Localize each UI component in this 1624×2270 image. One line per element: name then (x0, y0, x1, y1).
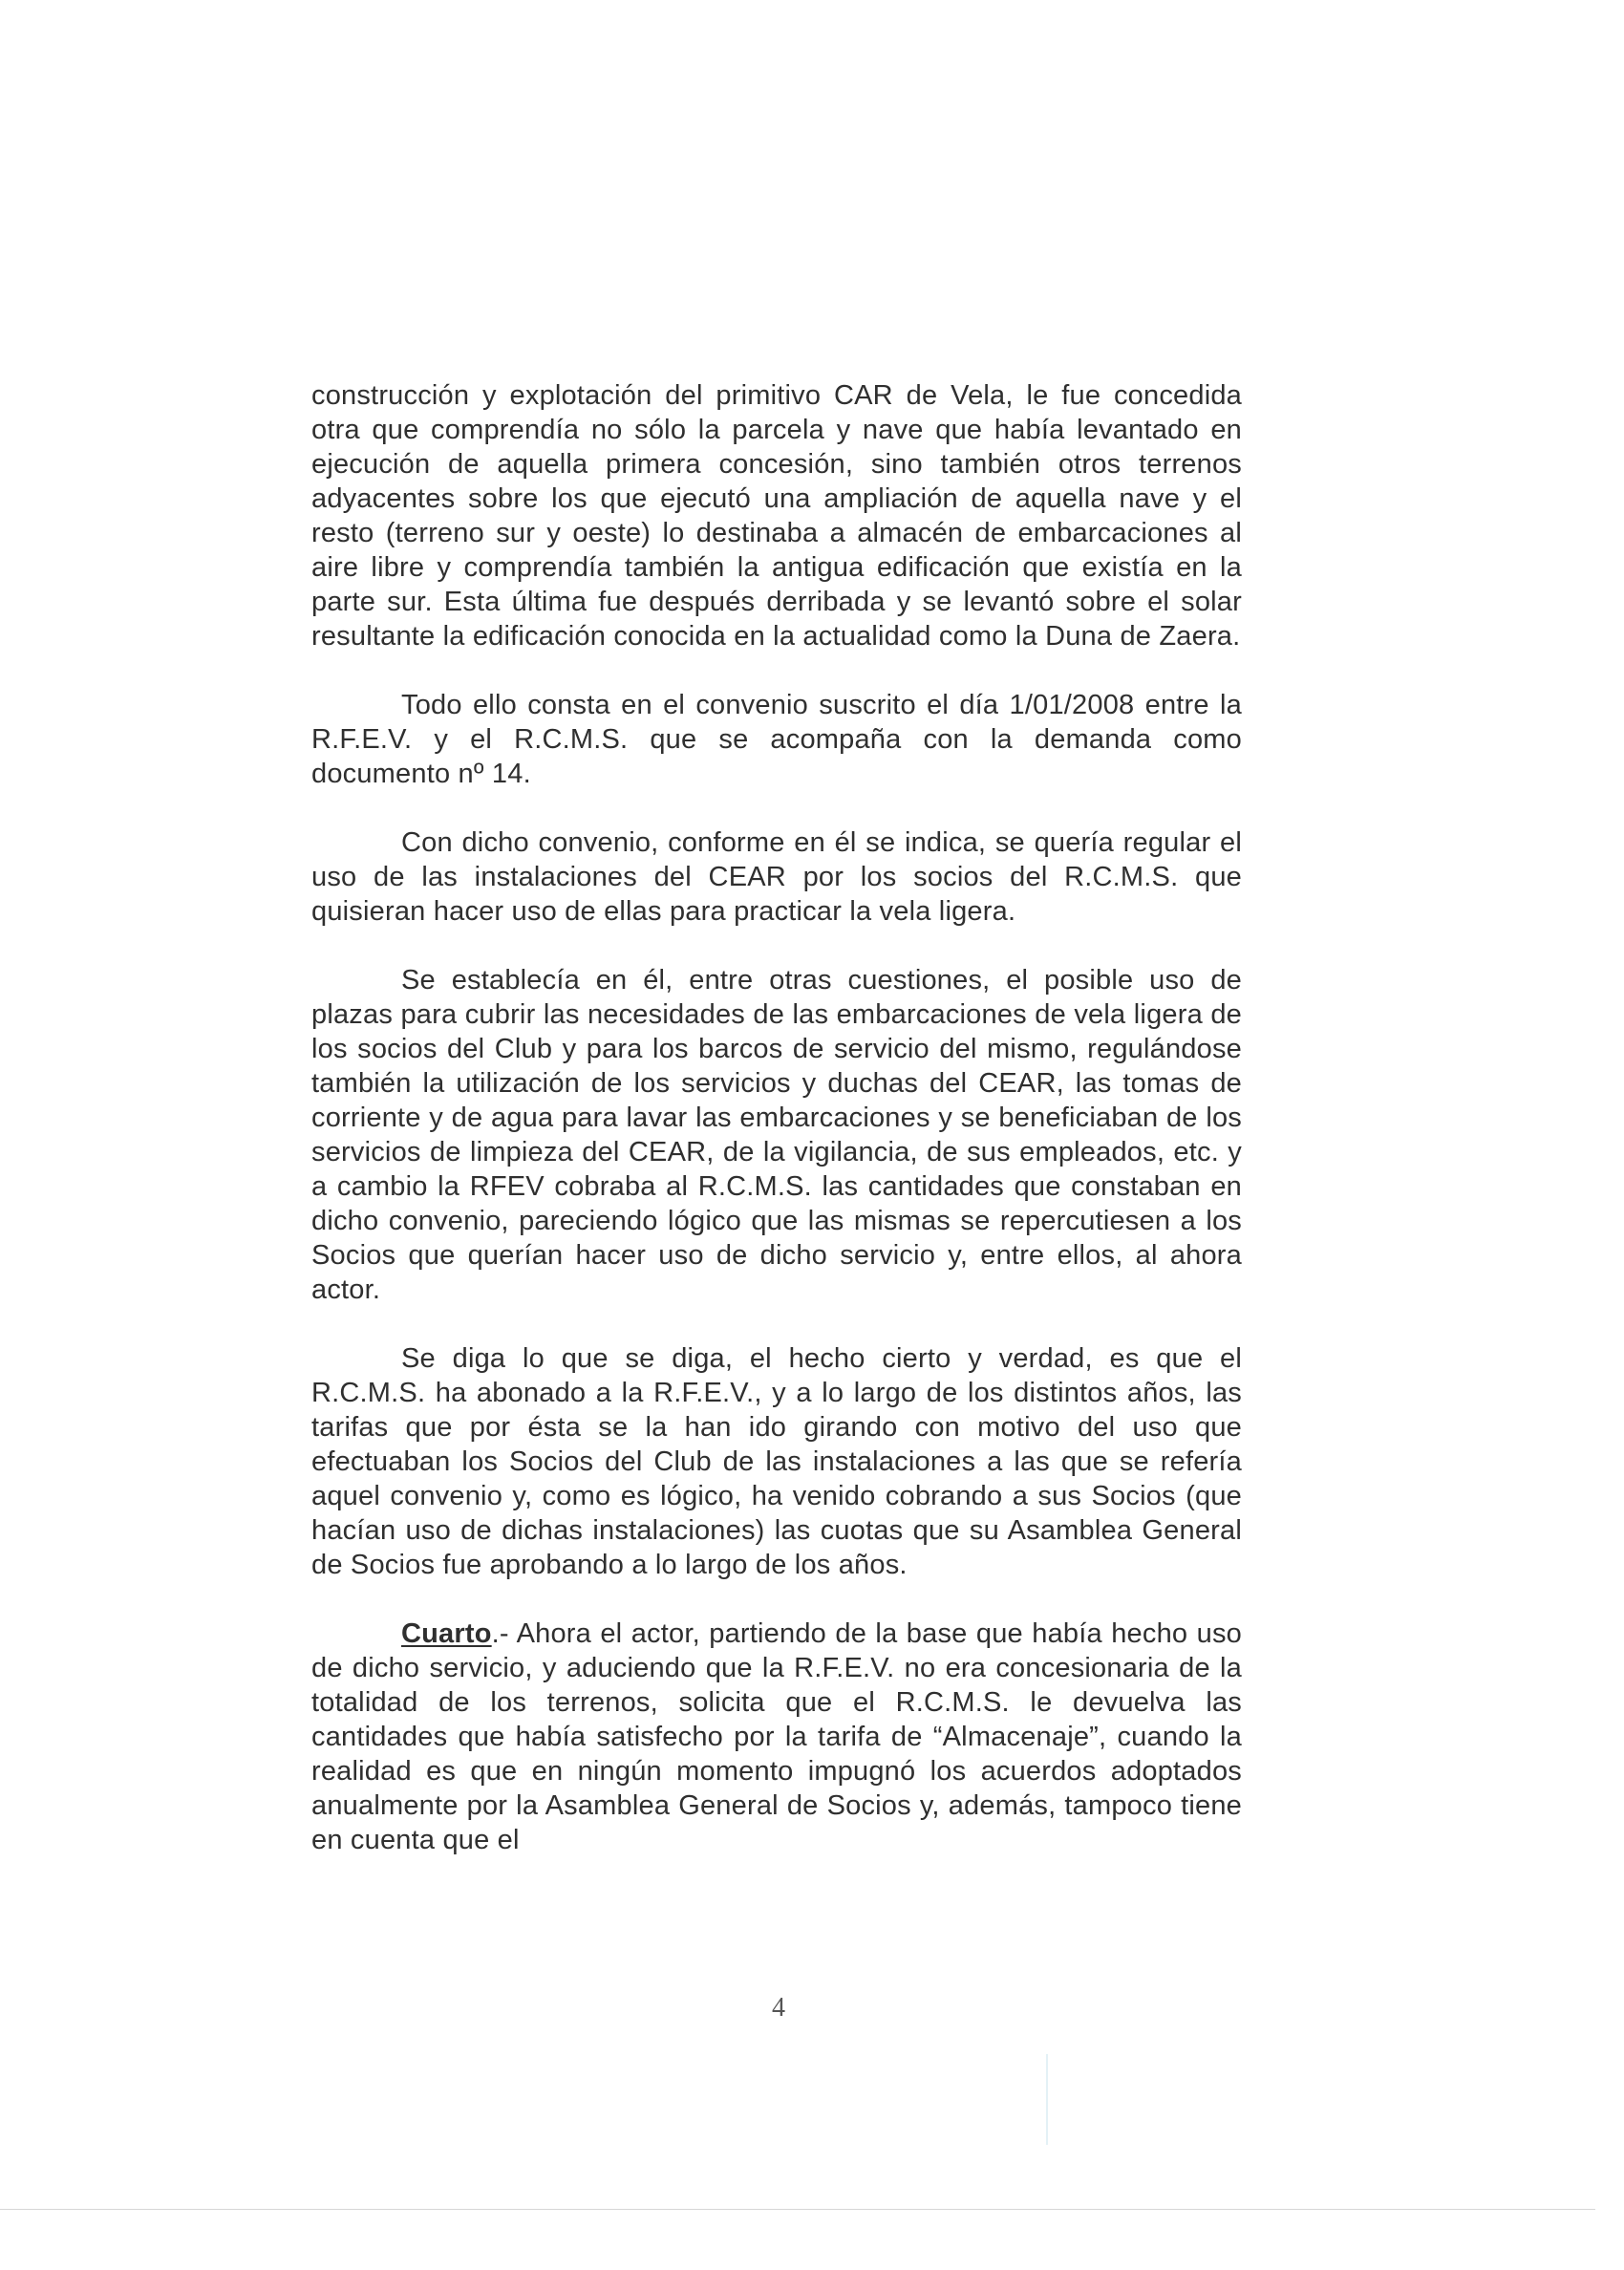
paragraph-hecho-cierto: Se diga lo que se diga, el hecho cierto y verdad, es que el R.C.M.S. ha abonado a la R.F.E.V., y a lo largo de los distintos años, las tarifas que por ésta se la han ido girando con motivo del uso que efectuaban los Socios del Club de las instalaciones a las que se refería aquel convenio y, como es lógico, ha venido cobrando a sus Socios (que hacían uso de dichas instalaciones) las cuotas que su Asamblea General de Socios fue aprobando a lo largo de los años. (311, 1343, 1242, 1580)
scan-artifact (1046, 2054, 1048, 2145)
page-number: 4 (772, 1993, 785, 2023)
document-body (311, 378, 1242, 1892)
paragraph-continuation: construcción y explotación del primitivo CAR de Vela, le fue concedida otra que comprendía no sólo la parcela y nave que había levantado en ejecución de aquella primera concesión, sino también otros terrenos adyacentes sobre los que ejecutó una ampliación de aquella nave y el resto (terreno sur y oeste) lo destinaba a almacén de embarcaciones al aire libre y comprendía también la antigua edificación que existía en la parte sur. Esta última fue después derribada y se levantó sobre el solar resultante la edificación conocida en la actualidad como la Duna de Zaera. (311, 380, 1242, 652)
paragraph-convenio: Todo ello consta en el convenio suscrito el día 1/01/2008 entre la R.F.E.V. y el R.C.M.S. que se acompaña con la demanda como documento nº 14. (311, 690, 1242, 789)
page-bottom-edge (0, 2209, 1595, 2210)
section-text-cuarto: .- Ahora el actor, partiendo de la base que había hecho uso de dicho servicio, y aduciendo que la R.F.E.V. no era concesionaria de la totalidad de los terrenos, solicita que el R.C.M.S. le devuelva las cantidades que había satisfecho por la tarifa de “Almacenaje”, cuando la realidad es que en ningún momento impugnó los acuerdos adoptados anualmente por la Asamblea General de Socios y, además, tampoco tiene en cuenta que el (311, 1618, 1242, 1855)
section-heading-cuarto: Cuarto (401, 1618, 492, 1649)
paragraph-cuarto (311, 1617, 1242, 1857)
paragraph-regulacion: Con dicho convenio, conforme en él se indica, se quería regular el uso de las instalaciones del CEAR por los socios del R.C.M.S. que quisieran hacer uso de ellas para practicar la vela ligera. (311, 827, 1242, 927)
paragraph-establecia: Se establecía en él, entre otras cuestiones, el posible uso de plazas para cubrir las necesidades de las embarcaciones de vela ligera de los socios del Club y para los barcos de servicio del mismo, regulándose también la utilización de los servicios y duchas del CEAR, las tomas de corriente y de agua para lavar las embarcaciones y se beneficiaban de los servicios de limpieza del CEAR, de la vigilancia, de sus empleados, etc. y a cambio la RFEV cobraba al R.C.M.S. las cantidades que constaban en dicho convenio, pareciendo lógico que las mismas se repercutiesen a los Socios que querían hacer uso de dicho servicio y, entre ellos, al ahora actor. (311, 965, 1242, 1305)
